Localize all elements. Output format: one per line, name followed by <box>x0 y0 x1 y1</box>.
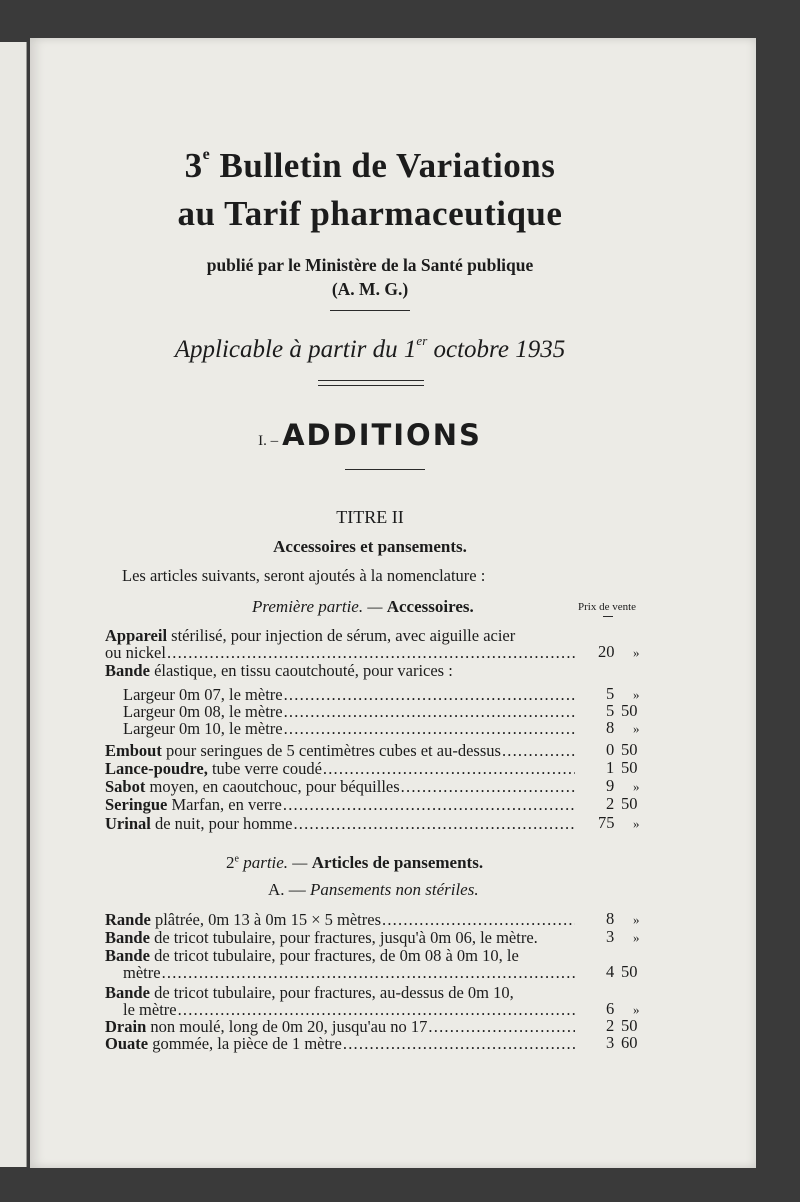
list-item: Appareil stérilisé, pour injection de sérum, avec aiguille acier <box>105 627 516 645</box>
price-integer: 20 <box>598 642 615 661</box>
price-integer: 9 <box>606 776 615 795</box>
part1-heading: Première partie. — Accessoires. <box>252 597 474 616</box>
price-integer: 0 <box>606 740 615 759</box>
price-integer: 5 <box>606 701 615 720</box>
bulletin-title-line1: 3e Bulletin de Variations <box>184 146 556 185</box>
price-integer: 75 <box>598 813 615 832</box>
price-decimal: 50 <box>621 962 638 981</box>
intro-text: Les articles suivants, seront ajoutés à la nomenclature : <box>122 566 486 585</box>
price-integer: 5 <box>606 684 615 703</box>
titre-heading: Accessoires et pansements. <box>273 537 467 556</box>
title-divider <box>330 310 410 311</box>
price-integer: 3 <box>606 1033 615 1052</box>
list-item: Bande de tricot tubulaire, pour fractures, de 0m 08 à 0m 10, le <box>105 947 519 965</box>
list-item: Rande plâtrée, 0m 13 à 0m 15 × 5 mètres ..... <box>105 911 575 929</box>
titre-label: TITRE II <box>336 507 404 527</box>
list-item: Bande de tricot tubulaire, pour fractures, au-dessus de 0m 10, <box>105 984 514 1002</box>
list-item: Bande élastique, en tissu caoutchouté, pour varices : <box>105 662 453 680</box>
price-decimal: 50 <box>621 1016 638 1035</box>
price-decimal: 50 <box>621 740 638 759</box>
price-integer: 3 <box>606 927 615 946</box>
bulletin-title-line2: au Tarif pharmaceutique <box>177 194 563 233</box>
list-item: Seringue Marfan, en verre ..... <box>105 796 575 814</box>
price-decimal: » <box>633 779 640 794</box>
price-decimal: » <box>633 912 640 927</box>
list-item: Urinal de nuit, pour homme ..... <box>105 815 575 833</box>
price-decimal: » <box>633 816 640 831</box>
list-item: Bande de tricot tubulaire, pour fractures, jusqu'à 0m 06, le mètre. <box>105 929 538 947</box>
price-integer: 6 <box>606 999 615 1018</box>
list-item: ou nickel ..... <box>105 644 575 662</box>
list-item: Drain non moulé, long de 0m 20, jusqu'au no 17 ..... <box>105 1018 575 1036</box>
price-decimal: » <box>633 721 640 736</box>
agency-line: (A. M. G.) <box>331 279 409 299</box>
price-integer: 1 <box>606 758 615 777</box>
price-decimal: » <box>633 930 640 945</box>
price-decimal: 60 <box>621 1033 638 1052</box>
price-decimal: 50 <box>621 794 638 813</box>
publisher-line: publié par le Ministère de la Santé publique <box>206 255 534 275</box>
price-integer: 8 <box>606 718 615 737</box>
price-decimal: 50 <box>621 758 638 777</box>
list-item: le mètre ..... <box>123 1001 575 1019</box>
price-integer: 2 <box>606 794 615 813</box>
price-integer: 2 <box>606 1016 615 1035</box>
section-divider <box>345 469 425 470</box>
list-item: Sabot moyen, en caoutchouc, pour béquilles ..... <box>105 778 575 796</box>
list-item: Largeur 0m 07, le mètre ..... <box>123 686 575 704</box>
applicable-date: Applicable à partir du 1er octobre 1935 <box>174 333 566 363</box>
price-decimal: 50 <box>621 701 638 720</box>
list-item: Largeur 0m 08, le mètre ..... <box>123 703 575 721</box>
price-header-rule <box>603 616 613 617</box>
price-decimal: » <box>633 687 640 702</box>
price-integer: 8 <box>606 909 615 928</box>
list-item: Largeur 0m 10, le mètre ..... <box>123 720 575 738</box>
list-item: mètre ..... <box>123 964 575 982</box>
part2-heading: 2e partie. — Articles de pansements. <box>226 853 484 872</box>
list-item: Lance-poudre, tube verre coudé ..... <box>105 760 575 778</box>
part2-subheading: A. — Pansements non stériles. <box>268 880 479 899</box>
price-integer: 4 <box>606 962 615 981</box>
double-rule-top <box>318 380 424 381</box>
list-item: Embout pour seringues de 5 centimètres cubes et au-dessus ..... <box>105 742 575 760</box>
price-column-header: Prix de vente <box>578 601 637 613</box>
price-decimal: » <box>633 1002 640 1017</box>
price-decimal: » <box>633 645 640 660</box>
list-item: Ouate gommée, la pièce de 1 mètre ..... <box>105 1035 575 1053</box>
double-rule-bottom <box>318 385 424 386</box>
section-heading: I. – ADDITIONS <box>258 418 482 452</box>
